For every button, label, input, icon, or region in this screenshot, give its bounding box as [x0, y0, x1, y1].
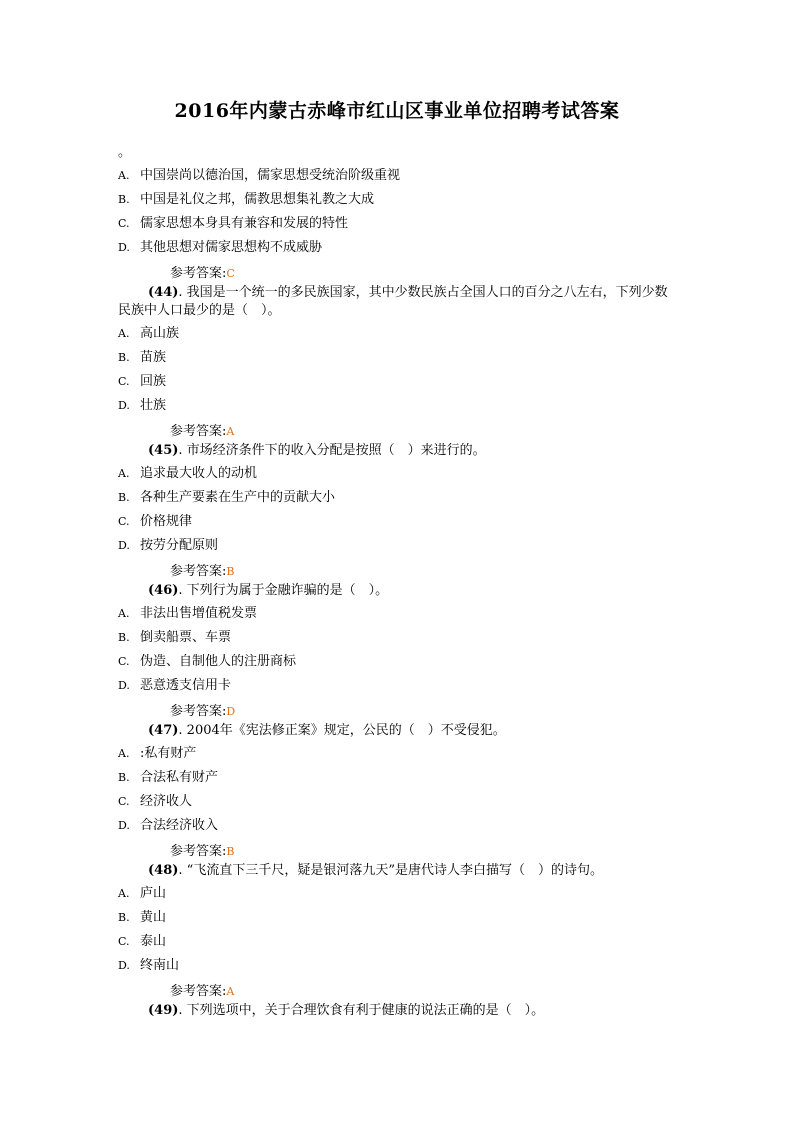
option-d: D. 按劳分配原则: [118, 538, 219, 553]
answer-value: D: [226, 705, 236, 718]
question-block: [118, 1002, 678, 1020]
option-c: C. 泰山: [118, 934, 167, 949]
document-title: 2016年内蒙古赤峰市红山区事业单位招聘考试答案: [174, 100, 620, 122]
option-b: B. 倒卖船票、车票: [118, 630, 232, 645]
question-block: [118, 164, 678, 284]
question-block: [118, 284, 678, 442]
option-b: B. 苗族: [118, 350, 167, 365]
answer-value: A: [226, 985, 235, 998]
option-d: D. 其他思想对儒家思想构不成威胁: [118, 240, 323, 255]
reference-answer: 参考答案:A: [170, 424, 235, 439]
question-text: (48). “飞流直下三千尺，疑是银河落九天”是唐代诗人李白描写（ ）的诗句。: [148, 863, 603, 878]
question-block: [118, 722, 678, 862]
option-a: A. 非法出售增值税发票: [118, 606, 258, 621]
option-d: D. 恶意透支信用卡: [118, 678, 232, 693]
question-text: (46). 下列行为属于金融诈骗的是（ ）。: [148, 583, 389, 598]
option-a: A. 中国崇尚以德治国，儒家思想受统治阶级重视: [118, 168, 401, 183]
document-content: [118, 142, 678, 1022]
reference-answer: 参考答案:B: [170, 564, 235, 579]
answer-value: B: [226, 565, 235, 578]
reference-answer: 参考答案:D: [170, 704, 236, 719]
option-c: C. 价格规律: [118, 514, 193, 529]
option-a: A. :私有财产: [118, 746, 197, 761]
question-text: (47). 2004年《宪法修正案》规定，公民的（ ）不受侵犯。: [148, 723, 506, 738]
option-c: C. 儒家思想本身具有兼容和发展的特性: [118, 216, 349, 231]
option-d: D. 终南山: [118, 958, 180, 973]
reference-answer: 参考答案:B: [170, 844, 235, 859]
question-text: (49). 下列选项中，关于合理饮食有利于健康的说法正确的是（ ）。: [148, 1003, 545, 1018]
option-b: B. 黄山: [118, 910, 167, 925]
option-b: B. 合法私有财产: [118, 770, 219, 785]
question-block: [118, 442, 678, 582]
answer-value: B: [226, 845, 235, 858]
reference-answer: 参考答案:C: [170, 266, 235, 281]
option-c: C. 伪造、自制他人的注册商标: [118, 654, 297, 669]
option-d: D. 合法经济收入: [118, 818, 219, 833]
option-b: B. 中国是礼仪之邦，儒教思想集礼教之大成: [118, 192, 375, 207]
option-c: C. 回族: [118, 374, 167, 389]
reference-answer: 参考答案:A: [170, 984, 235, 999]
question-text: (45). 市场经济条件下的收入分配是按照（ ）来进行的。: [148, 443, 486, 458]
lead-mark: 。: [118, 145, 132, 160]
option-d: D. 壮族: [118, 398, 167, 413]
option-c: C. 经济收人: [118, 794, 193, 809]
question-block: [118, 862, 678, 1002]
option-a: A. 追求最大收人的动机: [118, 466, 258, 481]
option-a: A. 高山族: [118, 326, 180, 341]
answer-value: A: [226, 425, 235, 438]
option-b: B. 各种生产要素在生产中的贡献大小: [118, 490, 336, 505]
question-text: (44). 我国是一个统一的多民族国家，其中少数民族占全国人口的百分之八左右，下列少数民族中人口最少的是（ ）。: [118, 285, 668, 318]
question-block: [118, 582, 678, 722]
option-a: A. 庐山: [118, 886, 167, 901]
answer-value: C: [226, 267, 235, 280]
